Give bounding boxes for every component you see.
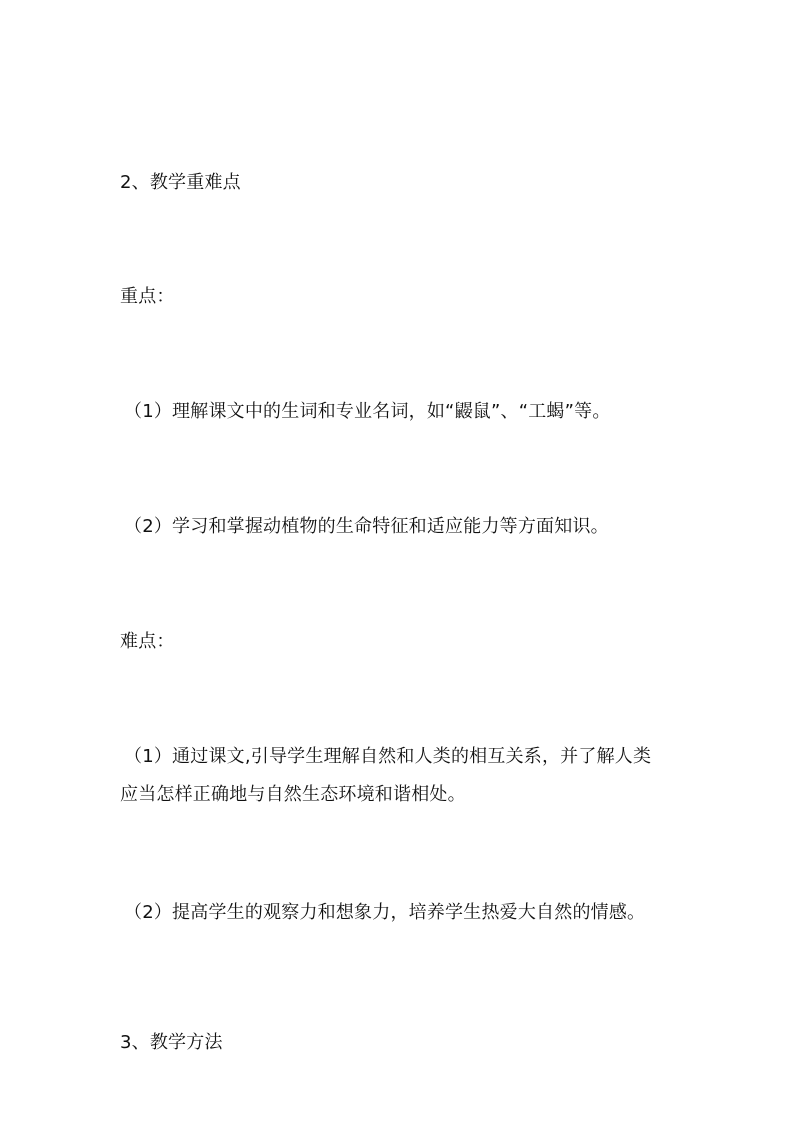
section-heading-teaching-methods: 3、教学方法 [120,1032,223,1053]
difficult-point-item-1-line-1: （1）通过课文,引导学生理解自然和人类的相互关系，并了解人类 [124,746,652,767]
difficult-point-item-2: （2）提高学生的观察力和想象力，培养学生热爱大自然的情感。 [124,902,646,923]
key-point-item-2: （2）学习和掌握动植物的生命特征和适应能力等方面知识。 [124,516,609,537]
section-heading-teaching-key-difficult: 2、教学重难点 [120,172,241,193]
difficult-point-item-1-line-2: 应当怎样正确地与自然生态环境和谐相处。 [120,784,466,805]
key-point-item-1: （1）理解课文中的生词和专业名词，如“鼹鼠”、“工蝎”等。 [124,401,611,422]
difficult-points-label: 难点： [120,631,175,652]
key-points-label: 重点： [120,286,175,307]
